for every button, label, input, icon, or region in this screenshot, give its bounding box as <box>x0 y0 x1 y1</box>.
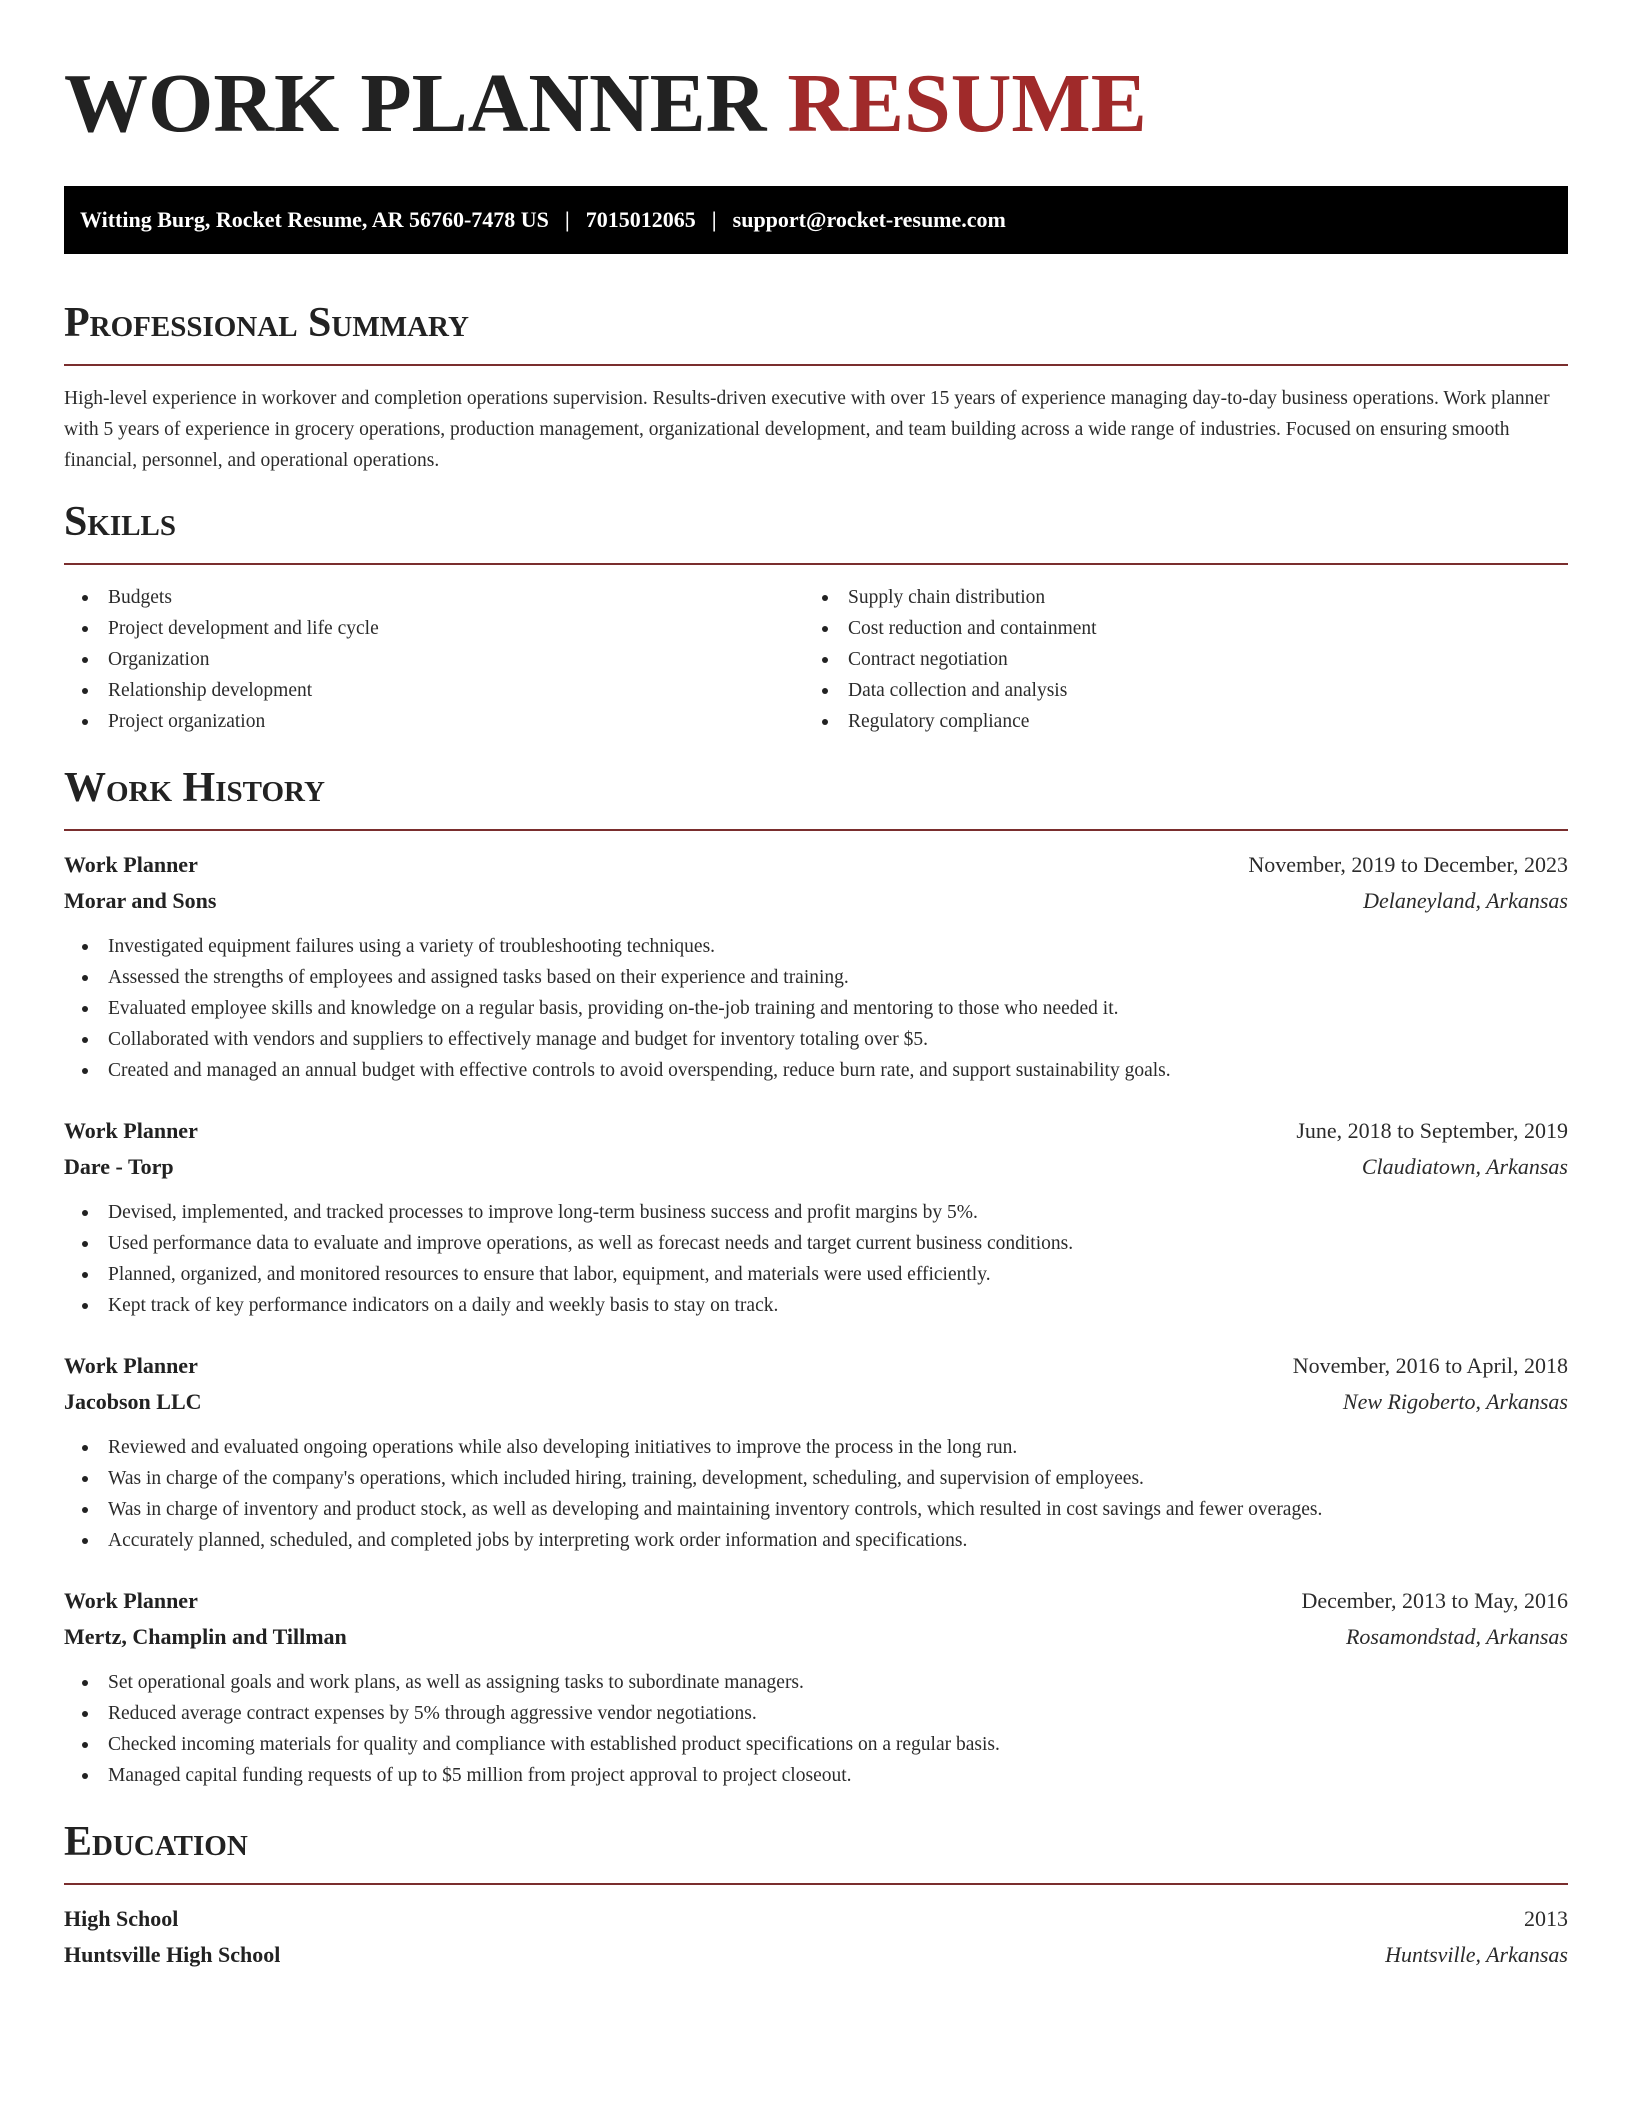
education-section <box>64 1817 1568 1973</box>
work-history-section <box>64 763 1568 1791</box>
job-dates: November, 2016 to April, 2018 <box>1292 1353 1568 1378</box>
job-bullet: Evaluated employee skills and knowledge on a regular basis, providing on-the-job training and mentoring to those who needed it. <box>64 993 1568 1024</box>
job-title: Work Planner <box>64 1588 198 1613</box>
section-divider <box>64 829 1568 831</box>
job-bullet: Collaborated with vendors and suppliers to effectively manage and budget for inventory totaling over $5. <box>64 1024 1568 1055</box>
skill-item: Supply chain distribution <box>804 582 1544 613</box>
job-bullet: Reduced average contract expenses by 5% through aggressive vendor negotiations. <box>64 1698 1568 1729</box>
skills-section <box>64 497 1568 737</box>
job-title-row <box>64 1113 1568 1149</box>
skill-item: Relationship development <box>64 675 804 706</box>
skill-item: Data collection and analysis <box>804 675 1544 706</box>
job-company-row <box>64 1619 1568 1655</box>
summary-text: High-level experience in workover and completion operations supervision. Results-driven executive with over 15 years of experience managing day-to-day business operations. Work planner with 5 years of experience in grocery operations, production management, organizational development, and team building across a wide range of industries. Focused on ensuring smooth financial, personnel, and operational operations. <box>64 388 1550 471</box>
summary-heading: Professional Summary <box>64 300 469 346</box>
contact-separator: | <box>711 207 717 232</box>
job-bullet: Devised, implemented, and tracked processes to improve long-term business success and profit margins by 5%. <box>64 1197 1568 1228</box>
job-bullet: Created and managed an annual budget with effective controls to avoid overspending, reduce burn rate, and support sustainability goals. <box>64 1055 1568 1086</box>
section-divider <box>64 1883 1568 1885</box>
job-location: Rosamondstad, Arkansas <box>1345 1624 1568 1649</box>
job-company: Morar and Sons <box>64 888 217 913</box>
job-title: Work Planner <box>64 852 198 877</box>
education-heading: Education <box>64 1819 248 1865</box>
work-history-heading: Work History <box>64 765 325 811</box>
skills-heading: Skills <box>64 499 177 545</box>
skill-item: Project organization <box>64 706 804 737</box>
contact-email[interactable]: support@rocket-resume.com <box>732 207 1006 232</box>
education-degree-row <box>64 1901 1568 1937</box>
job-title-row <box>64 1583 1568 1619</box>
job-title-row <box>64 1348 1568 1384</box>
job-entry <box>64 1583 1568 1791</box>
job-location: Claudiatown, Arkansas <box>1361 1154 1568 1179</box>
job-location: Delaneyland, Arkansas <box>1363 888 1568 913</box>
summary-section <box>64 298 1568 476</box>
job-entry <box>64 847 1568 1086</box>
job-bullet: Was in charge of inventory and product stock, as well as developing and maintaining inventory controls, which resulted in cost savings and fewer overages. <box>64 1494 1568 1525</box>
job-bullets <box>64 1197 1568 1321</box>
job-location: New Rigoberto, Arkansas <box>1342 1389 1568 1414</box>
job-bullets <box>64 931 1568 1086</box>
title-accent: RESUME <box>787 57 1147 150</box>
skills-list-right <box>804 582 1544 737</box>
education-year: 2013 <box>1524 1906 1568 1931</box>
job-dates: June, 2018 to September, 2019 <box>1296 1118 1568 1143</box>
job-bullet: Kept track of key performance indicators on a daily and weekly basis to stay on track. <box>64 1290 1568 1321</box>
education-school: Huntsville High School <box>64 1942 281 1967</box>
contact-bar <box>64 186 1568 254</box>
job-title: Work Planner <box>64 1118 198 1143</box>
job-bullet: Assessed the strengths of employees and assigned tasks based on their experience and training. <box>64 962 1568 993</box>
skill-item: Contract negotiation <box>804 644 1544 675</box>
job-bullet: Investigated equipment failures using a variety of troubleshooting techniques. <box>64 931 1568 962</box>
job-title-row <box>64 847 1568 883</box>
job-bullet: Managed capital funding requests of up to $5 million from project approval to project closeout. <box>64 1760 1568 1791</box>
job-company: Jacobson LLC <box>64 1389 202 1414</box>
job-bullet: Accurately planned, scheduled, and completed jobs by interpreting work order information and specifications. <box>64 1525 1568 1556</box>
job-company: Mertz, Champlin and Tillman <box>64 1624 347 1649</box>
job-bullet: Checked incoming materials for quality and compliance with established product specifications on a regular basis. <box>64 1729 1568 1760</box>
job-company-row <box>64 1384 1568 1420</box>
job-bullets <box>64 1667 1568 1791</box>
skill-item: Project development and life cycle <box>64 613 804 644</box>
contact-phone: 7015012065 <box>585 207 696 232</box>
job-bullets <box>64 1432 1568 1556</box>
skill-item: Regulatory compliance <box>804 706 1544 737</box>
job-bullet: Used performance data to evaluate and improve operations, as well as forecast needs and target current business conditions. <box>64 1228 1568 1259</box>
skills-list-left <box>64 582 804 737</box>
title-main: WORK PLANNER <box>64 57 767 150</box>
section-divider <box>64 563 1568 565</box>
skills-columns <box>64 582 1568 737</box>
job-bullet: Reviewed and evaluated ongoing operations while also developing initiatives to improve the process in the long run. <box>64 1432 1568 1463</box>
section-divider <box>64 364 1568 366</box>
job-bullet: Planned, organized, and monitored resources to ensure that labor, equipment, and materials were used efficiently. <box>64 1259 1568 1290</box>
job-company-row <box>64 883 1568 919</box>
job-company-row <box>64 1149 1568 1185</box>
skill-item: Organization <box>64 644 804 675</box>
skill-item: Cost reduction and containment <box>804 613 1544 644</box>
job-title: Work Planner <box>64 1353 198 1378</box>
resume-title <box>64 0 1568 152</box>
job-bullet: Was in charge of the company's operations, which included hiring, training, development, scheduling, and supervision of employees. <box>64 1463 1568 1494</box>
job-dates: November, 2019 to December, 2023 <box>1248 852 1568 877</box>
job-entry <box>64 1348 1568 1556</box>
education-school-row <box>64 1937 1568 1973</box>
education-location: Huntsville, Arkansas <box>1385 1942 1568 1967</box>
skill-item: Budgets <box>64 582 804 613</box>
job-company: Dare - Torp <box>64 1154 174 1179</box>
contact-address: Witting Burg, Rocket Resume, AR 56760-7478 US <box>80 207 549 232</box>
education-entry <box>64 1901 1568 1973</box>
job-bullet: Set operational goals and work plans, as well as assigning tasks to subordinate managers. <box>64 1667 1568 1698</box>
contact-separator: | <box>564 207 570 232</box>
job-dates: December, 2013 to May, 2016 <box>1301 1588 1568 1613</box>
education-degree: High School <box>64 1906 179 1931</box>
job-entry <box>64 1113 1568 1321</box>
